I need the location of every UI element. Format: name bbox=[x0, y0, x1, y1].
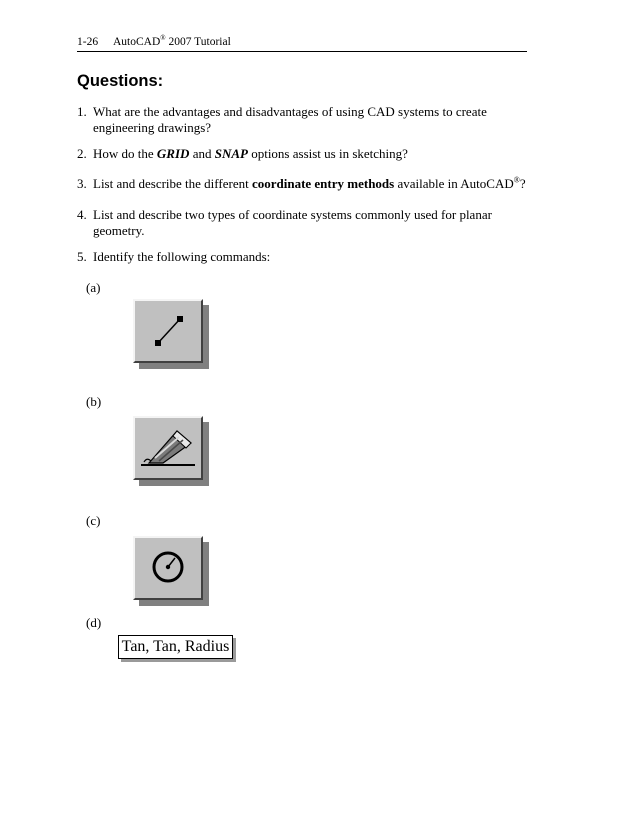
question-text: Identify the following commands: bbox=[93, 249, 271, 264]
book-title bbox=[113, 36, 231, 48]
snap-keyword: SNAP bbox=[214, 146, 248, 161]
command-label-d: (d) bbox=[86, 615, 102, 630]
section-title: Questions: bbox=[77, 72, 164, 90]
coordinate-entry-keyword: coordinate entry methods bbox=[251, 176, 395, 191]
book-title-name: AutoCAD bbox=[113, 36, 161, 48]
question-text-part: and bbox=[189, 146, 215, 161]
question-text: List and describe two types of coordinate systems commonly used for planar geometry. bbox=[93, 207, 492, 238]
question-number: 5. bbox=[77, 249, 87, 264]
tan-tan-radius-button[interactable]: Tan, Tan, Radius bbox=[118, 635, 233, 659]
circle-command-button[interactable] bbox=[133, 536, 203, 600]
question-number: 2. bbox=[77, 146, 87, 161]
question-2 bbox=[77, 146, 537, 162]
registered-mark: ® bbox=[513, 175, 520, 185]
erase-icon bbox=[135, 418, 201, 478]
question-text bbox=[93, 146, 537, 162]
page-number: 1-26 bbox=[77, 36, 99, 48]
page-header bbox=[77, 36, 527, 52]
command-label-b: (b) bbox=[86, 394, 102, 409]
line-icon bbox=[135, 301, 201, 361]
line-command-button[interactable] bbox=[133, 299, 203, 363]
question-text-part: List and describe the different bbox=[93, 176, 252, 191]
question-text-part: options assist us in sketching? bbox=[247, 146, 408, 161]
question-text: What are the advantages and disadvantages of using CAD systems to create engineering drawings? bbox=[93, 104, 487, 135]
question-number: 3. bbox=[77, 176, 87, 191]
question-number: 1. bbox=[77, 104, 87, 119]
command-label-a: (a) bbox=[86, 280, 101, 295]
question-text-part: How do the bbox=[93, 146, 157, 161]
question-3 bbox=[77, 176, 537, 192]
question-1 bbox=[77, 104, 537, 136]
question-text-part: available in AutoCAD bbox=[394, 176, 514, 191]
question-number: 4. bbox=[77, 207, 87, 222]
question-4 bbox=[77, 207, 537, 239]
command-label-c: (c) bbox=[86, 513, 101, 528]
grid-keyword: GRID bbox=[156, 146, 190, 161]
circle-center-radius-icon bbox=[135, 538, 201, 598]
question-text-part: ? bbox=[519, 176, 526, 191]
question-text bbox=[93, 176, 537, 192]
book-title-edition: 2007 Tutorial bbox=[165, 36, 231, 48]
registered-mark: ® bbox=[160, 34, 166, 43]
question-5 bbox=[77, 249, 537, 265]
erase-command-button[interactable] bbox=[133, 416, 203, 480]
